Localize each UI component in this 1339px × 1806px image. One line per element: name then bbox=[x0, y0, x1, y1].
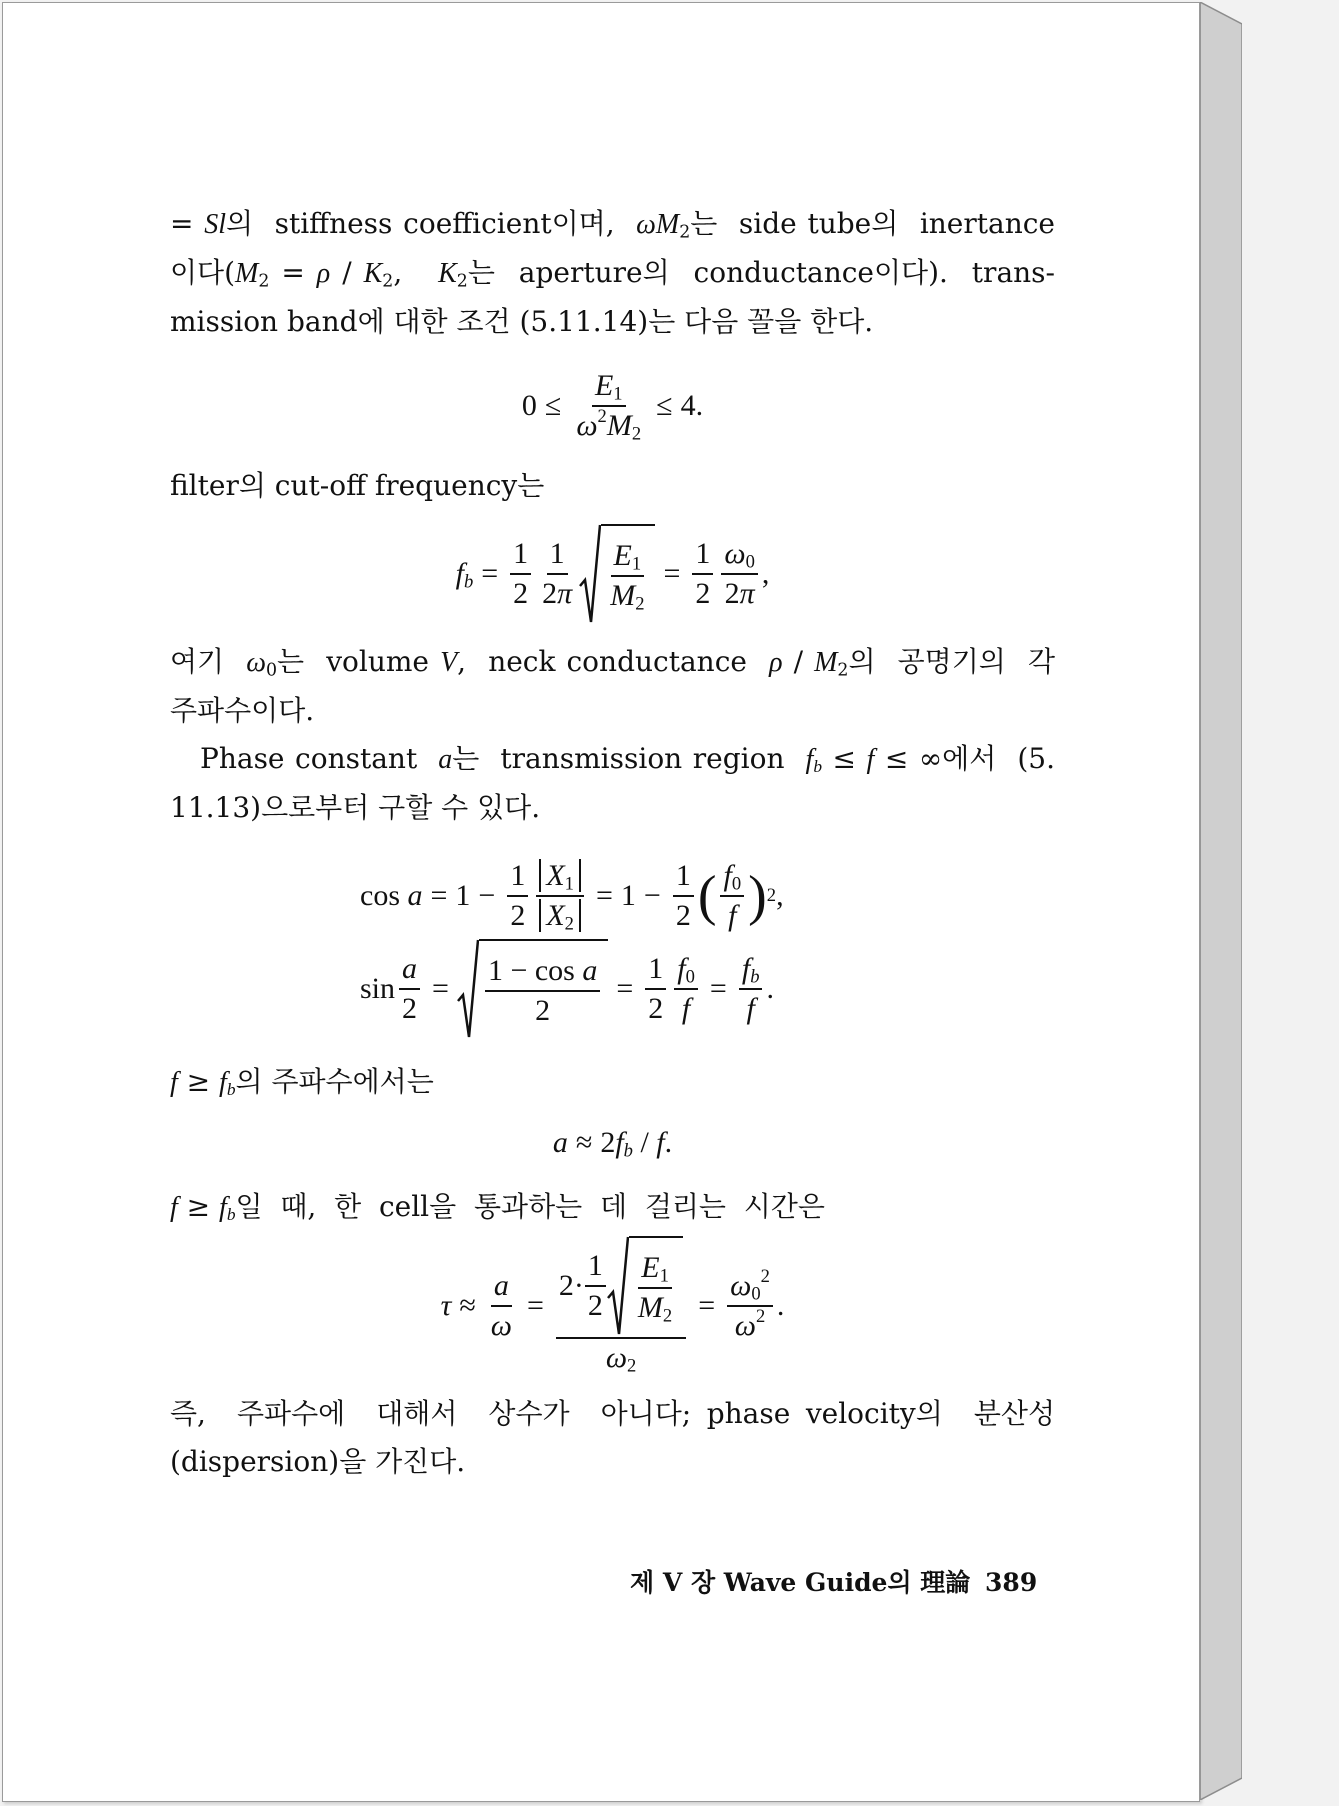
text-line-4: Phase constant a는 transmission region $f_b \le f$ ≤ ∞에서 (5. 11.13)으로부터 구할 수 있다. bbox=[170, 742, 1055, 824]
text-line-6: $f \ge f_b$일 때, 한 cell을 통과하는 데 걸리는 시간은 bbox=[170, 1190, 825, 1225]
text-line-2: filter의 cut-off frequency는 bbox=[170, 469, 545, 502]
text-line-7: 즉, 주파수에 대해서 상수가 아니다; phase velocity의 분산성 (dispersion)을 가진다. bbox=[170, 1397, 1055, 1478]
chapter-title: 제 V 장 Wave Guide의 理論 bbox=[630, 1568, 971, 1597]
text-line-5: $f \ge f_b$의 주파수에서는 bbox=[170, 1065, 434, 1100]
equation-phase-approx: a ≈ $2f_b$ / f. bbox=[552, 1126, 673, 1162]
equation-passband: 0 ≤ $\frac{E_1}{\omega^2M_2}$ ≤ 4. bbox=[521, 369, 704, 445]
running-footer bbox=[630, 1563, 1038, 1599]
page-number: 389 bbox=[985, 1568, 1038, 1597]
text-line-3: 여기 $\omega_0$는 volume V, neck conductance ρ / $M_2$의 공명기의 각 주파수이다. bbox=[170, 645, 1055, 727]
equation-cutoff: $f_b$ = $\frac{1}{2}$ $\frac{1}{2\pi}$ $\frac{E_1}{M_2}$ = $\frac{1}{2}$ $\frac{\omega_0}{2\pi}$ , bbox=[170, 526, 1055, 622]
page-body bbox=[170, 200, 1055, 1486]
equation-delay: τ ≈ $\frac{a}{\omega}$ = 2· $\frac{1}{2}$ $\frac{E_1}{M_2}$ $\omega_2$ = $\frac{\omega_0^2}{\omega^2}$ . bbox=[170, 1246, 1055, 1366]
equation-sin: sin $\frac{a}{2}$ = $\frac{\text{1 − cos a}}{2}$ = $\frac{1}{2}$ $\frac{f_0}{f}$ = $\frac{f_b}{f}$ . bbox=[170, 944, 1055, 1034]
equation-cos: cos a = 1 − $\frac{1}{2}$ $\frac{X_1}{X_2}$ = 1 − $\frac{1}{2}$ ( $\frac{f_0}{f}$ ) 2 , bbox=[360, 859, 784, 935]
page-stack-edge bbox=[1200, 2, 1242, 1800]
text-line-1: = Sl의 stiffness coefficient이며, $\omega M_2$는 side tube의 inertance 이다($M_2 = \rho / K_2$, $K_2$는 aperture의 conductance이다). trans- mission band에 대한 조건 (5.11.14)는 다음 꼴을 한다. bbox=[170, 207, 1055, 338]
